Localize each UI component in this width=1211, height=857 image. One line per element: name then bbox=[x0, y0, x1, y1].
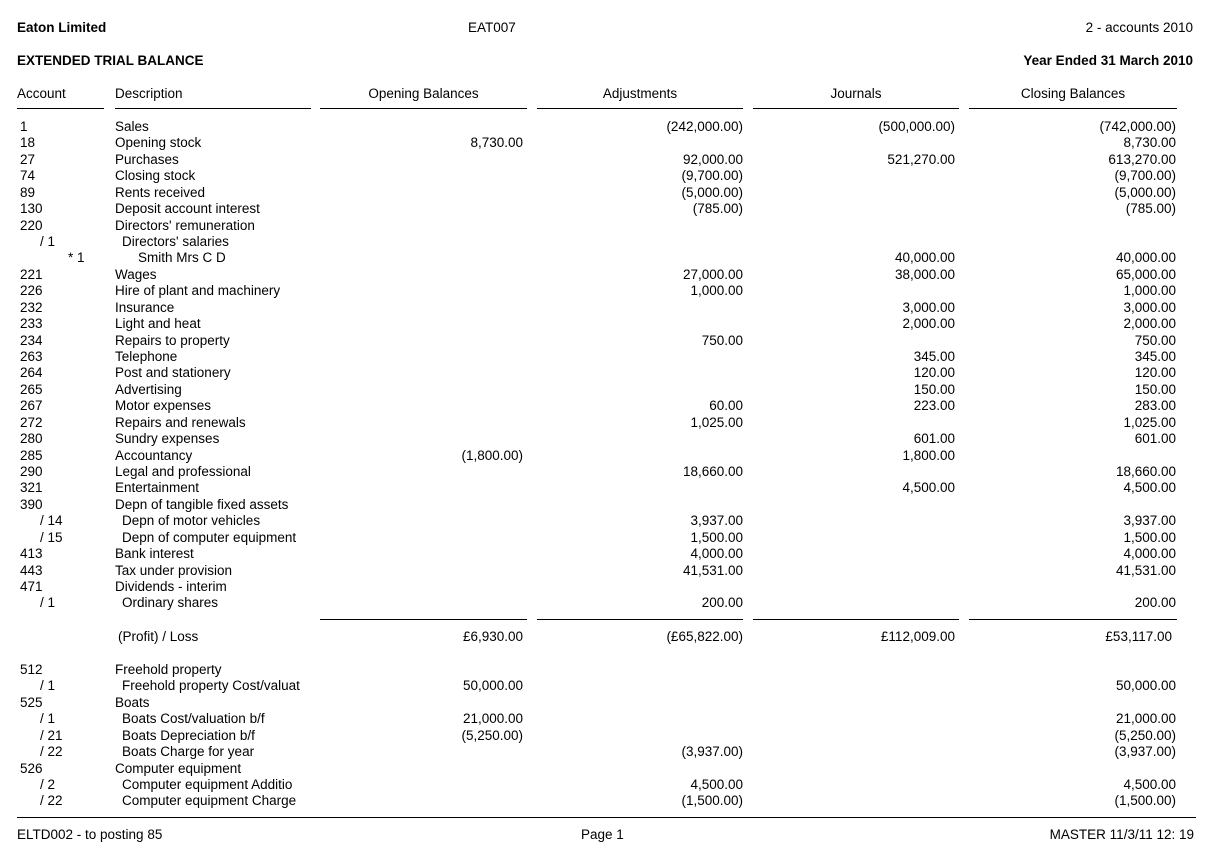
footer-timestamp: MASTER 11/3/11 12: 19 bbox=[1049, 827, 1194, 842]
totals-row bbox=[0, 629, 1211, 645]
total-rule-closing bbox=[969, 619, 1177, 620]
totals-opening: £6,930.00 bbox=[462, 629, 523, 644]
journal-cell: 38,000.00 bbox=[894, 266, 955, 282]
closing-balance-cell: 1,000.00 bbox=[1123, 283, 1176, 299]
account-cell: 272 bbox=[20, 414, 43, 430]
description-cell: Accountancy bbox=[115, 447, 193, 463]
description-cell: Bank interest bbox=[115, 546, 194, 562]
adjustment-cell: 750.00 bbox=[701, 332, 743, 348]
description-cell: Boats Charge for year bbox=[122, 744, 255, 760]
account-cell: 390 bbox=[20, 496, 43, 512]
journal-cell: 2,000.00 bbox=[902, 316, 955, 332]
closing-balance-cell: 4,000.00 bbox=[1123, 546, 1176, 562]
opening-balance-cell: 21,000.00 bbox=[462, 711, 523, 727]
description-cell: Tax under provision bbox=[115, 562, 233, 578]
report-period: Year Ended 31 March 2010 bbox=[1023, 53, 1193, 68]
journal-cell: 40,000.00 bbox=[894, 250, 955, 266]
footer-posting: ELTD002 - to posting 85 bbox=[17, 827, 163, 842]
table-row bbox=[0, 168, 1211, 184]
journal-cell: 120.00 bbox=[913, 365, 955, 381]
opening-balance-cell: 8,730.00 bbox=[470, 135, 523, 151]
account-cell: 221 bbox=[20, 266, 43, 282]
journal-cell: 3,000.00 bbox=[902, 299, 955, 315]
closing-balance-cell: (742,000.00) bbox=[1099, 119, 1176, 134]
table-row bbox=[0, 234, 1211, 250]
account-cell: 220 bbox=[20, 217, 43, 233]
adjustment-cell: (785.00) bbox=[692, 201, 743, 217]
account-cell: / 1 bbox=[40, 711, 56, 727]
account-cell: 264 bbox=[20, 365, 43, 381]
closing-balance-cell: 50,000.00 bbox=[1115, 678, 1176, 694]
company-name: Eaton Limited bbox=[17, 20, 107, 35]
closing-balance-cell: (3,937.00) bbox=[1114, 744, 1176, 760]
account-cell: * 1 bbox=[68, 250, 85, 266]
journal-cell: 223.00 bbox=[913, 398, 955, 414]
description-cell: Repairs and renewals bbox=[115, 414, 246, 430]
closing-balance-cell: 345.00 bbox=[1134, 349, 1176, 365]
account-cell: 232 bbox=[20, 299, 43, 315]
table-row bbox=[0, 744, 1211, 760]
account-cell: 234 bbox=[20, 332, 43, 348]
account-cell: 321 bbox=[20, 480, 43, 496]
account-cell: 74 bbox=[20, 168, 36, 184]
adjustment-cell: (242,000.00) bbox=[666, 119, 743, 134]
account-cell: / 21 bbox=[40, 727, 63, 743]
account-cell: / 2 bbox=[40, 777, 56, 792]
table-row bbox=[0, 793, 1211, 809]
table-row bbox=[0, 480, 1211, 496]
account-cell: 512 bbox=[20, 662, 43, 677]
opening-balance-cell: (1,800.00) bbox=[461, 447, 523, 463]
table-row bbox=[0, 365, 1211, 381]
table-row bbox=[0, 678, 1211, 694]
account-cell: 263 bbox=[20, 349, 43, 365]
adjustment-cell: 27,000.00 bbox=[682, 266, 743, 282]
underline-journals bbox=[753, 108, 959, 109]
description-cell: Opening stock bbox=[115, 135, 202, 151]
closing-balance-cell: 150.00 bbox=[1134, 381, 1176, 397]
table-row bbox=[0, 777, 1211, 793]
closing-balance-cell: 750.00 bbox=[1134, 332, 1176, 348]
ledger-name: 2 - accounts 2010 bbox=[1085, 20, 1193, 35]
description-cell: Rents received bbox=[115, 184, 206, 200]
adjustment-cell: 41,531.00 bbox=[682, 562, 743, 578]
adjustment-cell: (1,500.00) bbox=[681, 793, 743, 809]
closing-balance-cell: 4,500.00 bbox=[1123, 480, 1176, 496]
account-cell: / 14 bbox=[40, 513, 63, 529]
underline-closing bbox=[969, 108, 1177, 109]
table-row bbox=[0, 595, 1211, 611]
journal-cell: 4,500.00 bbox=[902, 480, 955, 496]
account-cell: 265 bbox=[20, 381, 43, 397]
account-cell: 89 bbox=[20, 184, 36, 200]
closing-balance-cell: 8,730.00 bbox=[1123, 135, 1176, 151]
closing-balance-cell: 4,500.00 bbox=[1123, 777, 1176, 792]
description-cell: Ordinary shares bbox=[122, 595, 219, 611]
closing-balance-cell: (785.00) bbox=[1125, 201, 1176, 217]
account-cell: 285 bbox=[20, 447, 43, 463]
totals-journals: £112,009.00 bbox=[880, 629, 955, 644]
account-cell: / 1 bbox=[40, 678, 56, 694]
closing-balance-cell: (9,700.00) bbox=[1114, 168, 1176, 184]
table-row bbox=[0, 728, 1211, 744]
table-row bbox=[0, 546, 1211, 562]
closing-balance-cell: 21,000.00 bbox=[1115, 711, 1176, 727]
table-row bbox=[0, 382, 1211, 398]
account-cell: 130 bbox=[20, 201, 43, 217]
account-cell: 27 bbox=[20, 151, 36, 167]
description-cell: Dividends - interim bbox=[115, 579, 227, 595]
total-rule-adjustments bbox=[537, 619, 743, 620]
description-cell: Boats bbox=[115, 694, 150, 710]
totals-closing: £53,117.00 bbox=[1105, 629, 1172, 644]
closing-balance-cell: 2,000.00 bbox=[1123, 316, 1176, 332]
description-cell: Computer equipment Additio bbox=[122, 777, 293, 792]
closing-balance-cell: (5,000.00) bbox=[1114, 184, 1176, 200]
description-cell: Depn of motor vehicles bbox=[122, 513, 261, 529]
closing-balance-cell: 601.00 bbox=[1134, 431, 1176, 447]
table-row bbox=[0, 711, 1211, 727]
col-header-account: Account bbox=[17, 86, 66, 101]
adjustment-cell: 3,937.00 bbox=[690, 513, 743, 529]
account-cell: / 1 bbox=[40, 234, 56, 249]
description-cell: Freehold property bbox=[115, 662, 222, 677]
table-row bbox=[0, 283, 1211, 299]
company-code: EAT007 bbox=[468, 20, 516, 35]
table-row bbox=[0, 152, 1211, 168]
closing-balance-cell: 613,270.00 bbox=[1108, 151, 1176, 167]
description-cell: Computer equipment Charge bbox=[122, 793, 297, 809]
table-row bbox=[0, 431, 1211, 447]
closing-balance-cell: (5,250.00) bbox=[1114, 727, 1176, 743]
description-cell: Sales bbox=[115, 119, 149, 134]
account-cell: 413 bbox=[20, 546, 43, 562]
closing-balance-cell: 1,500.00 bbox=[1123, 529, 1176, 545]
table-row bbox=[0, 300, 1211, 316]
description-cell: Purchases bbox=[115, 151, 179, 167]
description-cell: Hire of plant and machinery bbox=[115, 283, 281, 299]
table-row bbox=[0, 250, 1211, 266]
account-cell: 18 bbox=[20, 135, 36, 151]
account-cell: 471 bbox=[20, 579, 43, 595]
description-cell: Post and stationery bbox=[115, 365, 231, 381]
underline-account bbox=[17, 108, 104, 109]
col-header-opening: Opening Balances bbox=[368, 86, 479, 101]
totals-adjustments: (£65,822.00) bbox=[666, 629, 743, 644]
adjustment-cell: 1,025.00 bbox=[690, 414, 743, 430]
closing-balance-cell: 18,660.00 bbox=[1115, 464, 1176, 480]
table-row bbox=[0, 662, 1211, 678]
description-cell: Repairs to property bbox=[115, 332, 230, 348]
description-cell: Closing stock bbox=[115, 168, 196, 184]
adjustment-cell: 60.00 bbox=[709, 398, 743, 414]
closing-balance-cell: 283.00 bbox=[1134, 398, 1176, 414]
table-row bbox=[0, 530, 1211, 546]
table-row bbox=[0, 201, 1211, 217]
adjustment-cell: (5,000.00) bbox=[681, 184, 743, 200]
account-cell: 290 bbox=[20, 464, 43, 480]
table-row bbox=[0, 415, 1211, 431]
account-cell: 280 bbox=[20, 431, 43, 447]
adjustment-cell: 4,500.00 bbox=[690, 777, 743, 792]
total-rule-journals bbox=[753, 619, 959, 620]
table-row bbox=[0, 135, 1211, 151]
description-cell: Depn of tangible fixed assets bbox=[115, 496, 289, 512]
adjustment-cell: 1,500.00 bbox=[690, 529, 743, 545]
closing-balance-cell: 41,531.00 bbox=[1115, 562, 1176, 578]
journal-cell: 150.00 bbox=[913, 381, 955, 397]
adjustment-cell: (9,700.00) bbox=[681, 168, 743, 184]
account-cell: 1 bbox=[20, 119, 28, 134]
table-row bbox=[0, 464, 1211, 480]
description-cell: Light and heat bbox=[115, 316, 201, 332]
closing-balance-cell: 65,000.00 bbox=[1115, 266, 1176, 282]
account-cell: / 22 bbox=[40, 744, 63, 760]
closing-balance-cell: 120.00 bbox=[1134, 365, 1176, 381]
underline-description bbox=[115, 108, 311, 109]
journal-cell: 601.00 bbox=[913, 431, 955, 447]
description-cell: Directors' remuneration bbox=[115, 217, 255, 233]
table-row bbox=[0, 563, 1211, 579]
total-rule-opening bbox=[320, 619, 527, 620]
adjustment-cell: 1,000.00 bbox=[690, 283, 743, 299]
account-cell: 525 bbox=[20, 694, 43, 710]
table-row bbox=[0, 579, 1211, 595]
table-row bbox=[0, 695, 1211, 711]
description-cell: Wages bbox=[115, 266, 157, 282]
table-row bbox=[0, 218, 1211, 234]
account-cell: 526 bbox=[20, 760, 43, 776]
description-cell: Depn of computer equipment bbox=[122, 529, 297, 545]
closing-balance-cell: (1,500.00) bbox=[1114, 793, 1176, 809]
description-cell: Smith Mrs C D bbox=[138, 250, 226, 266]
footer-rule bbox=[17, 817, 1196, 818]
col-header-adjustments: Adjustments bbox=[602, 86, 678, 101]
totals-label: (Profit) / Loss bbox=[118, 629, 199, 644]
underline-adjustments bbox=[537, 108, 743, 109]
table-row bbox=[0, 349, 1211, 365]
table-row bbox=[0, 185, 1211, 201]
report-title: EXTENDED TRIAL BALANCE bbox=[17, 53, 204, 68]
account-cell: / 1 bbox=[40, 595, 56, 611]
journal-cell: 1,800.00 bbox=[902, 447, 955, 463]
footer-page-number: Page 1 bbox=[581, 827, 624, 842]
account-cell: 226 bbox=[20, 283, 43, 299]
closing-balance-cell: 3,937.00 bbox=[1123, 513, 1176, 529]
description-cell: Freehold property Cost/valuat bbox=[122, 678, 300, 694]
account-cell: 233 bbox=[20, 316, 43, 332]
journal-cell: 345.00 bbox=[913, 349, 955, 365]
col-header-description: Description bbox=[115, 86, 183, 101]
col-header-journals: Journals bbox=[830, 86, 882, 101]
account-cell: 267 bbox=[20, 398, 43, 414]
description-cell: Advertising bbox=[115, 381, 182, 397]
description-cell: Boats Depreciation b/f bbox=[122, 727, 255, 743]
table-row bbox=[0, 497, 1211, 513]
description-cell: Directors' salaries bbox=[122, 234, 229, 249]
description-cell: Deposit account interest bbox=[115, 201, 260, 217]
opening-balance-cell: (5,250.00) bbox=[461, 727, 523, 743]
table-row bbox=[0, 448, 1211, 464]
account-cell: / 22 bbox=[40, 793, 63, 809]
description-cell: Motor expenses bbox=[115, 398, 212, 414]
description-cell: Boats Cost/valuation b/f bbox=[122, 711, 265, 727]
table-row bbox=[0, 398, 1211, 414]
table-row bbox=[0, 119, 1211, 135]
adjustment-cell: (3,937.00) bbox=[681, 744, 743, 760]
account-cell: 443 bbox=[20, 562, 43, 578]
adjustment-cell: 18,660.00 bbox=[682, 464, 743, 480]
table-row bbox=[0, 513, 1211, 529]
col-header-closing: Closing Balances bbox=[1020, 86, 1126, 101]
description-cell: Legal and professional bbox=[115, 464, 251, 480]
description-cell: Computer equipment bbox=[115, 760, 242, 776]
description-cell: Telephone bbox=[115, 349, 178, 365]
table-row bbox=[0, 267, 1211, 283]
closing-balance-cell: 200.00 bbox=[1134, 595, 1176, 611]
description-cell: Entertainment bbox=[115, 480, 200, 496]
adjustment-cell: 200.00 bbox=[701, 595, 743, 611]
adjustment-cell: 92,000.00 bbox=[682, 151, 743, 167]
closing-balance-cell: 3,000.00 bbox=[1123, 299, 1176, 315]
table-row bbox=[0, 761, 1211, 777]
table-row bbox=[0, 316, 1211, 332]
opening-balance-cell: 50,000.00 bbox=[462, 678, 523, 694]
journal-cell: (500,000.00) bbox=[878, 119, 955, 134]
adjustment-cell: 4,000.00 bbox=[690, 546, 743, 562]
journal-cell: 521,270.00 bbox=[887, 151, 955, 167]
underline-opening bbox=[320, 108, 527, 109]
closing-balance-cell: 40,000.00 bbox=[1115, 250, 1176, 266]
description-cell: Sundry expenses bbox=[115, 431, 220, 447]
description-cell: Insurance bbox=[115, 299, 175, 315]
table-row bbox=[0, 333, 1211, 349]
account-cell: / 15 bbox=[40, 529, 63, 545]
closing-balance-cell: 1,025.00 bbox=[1123, 414, 1176, 430]
